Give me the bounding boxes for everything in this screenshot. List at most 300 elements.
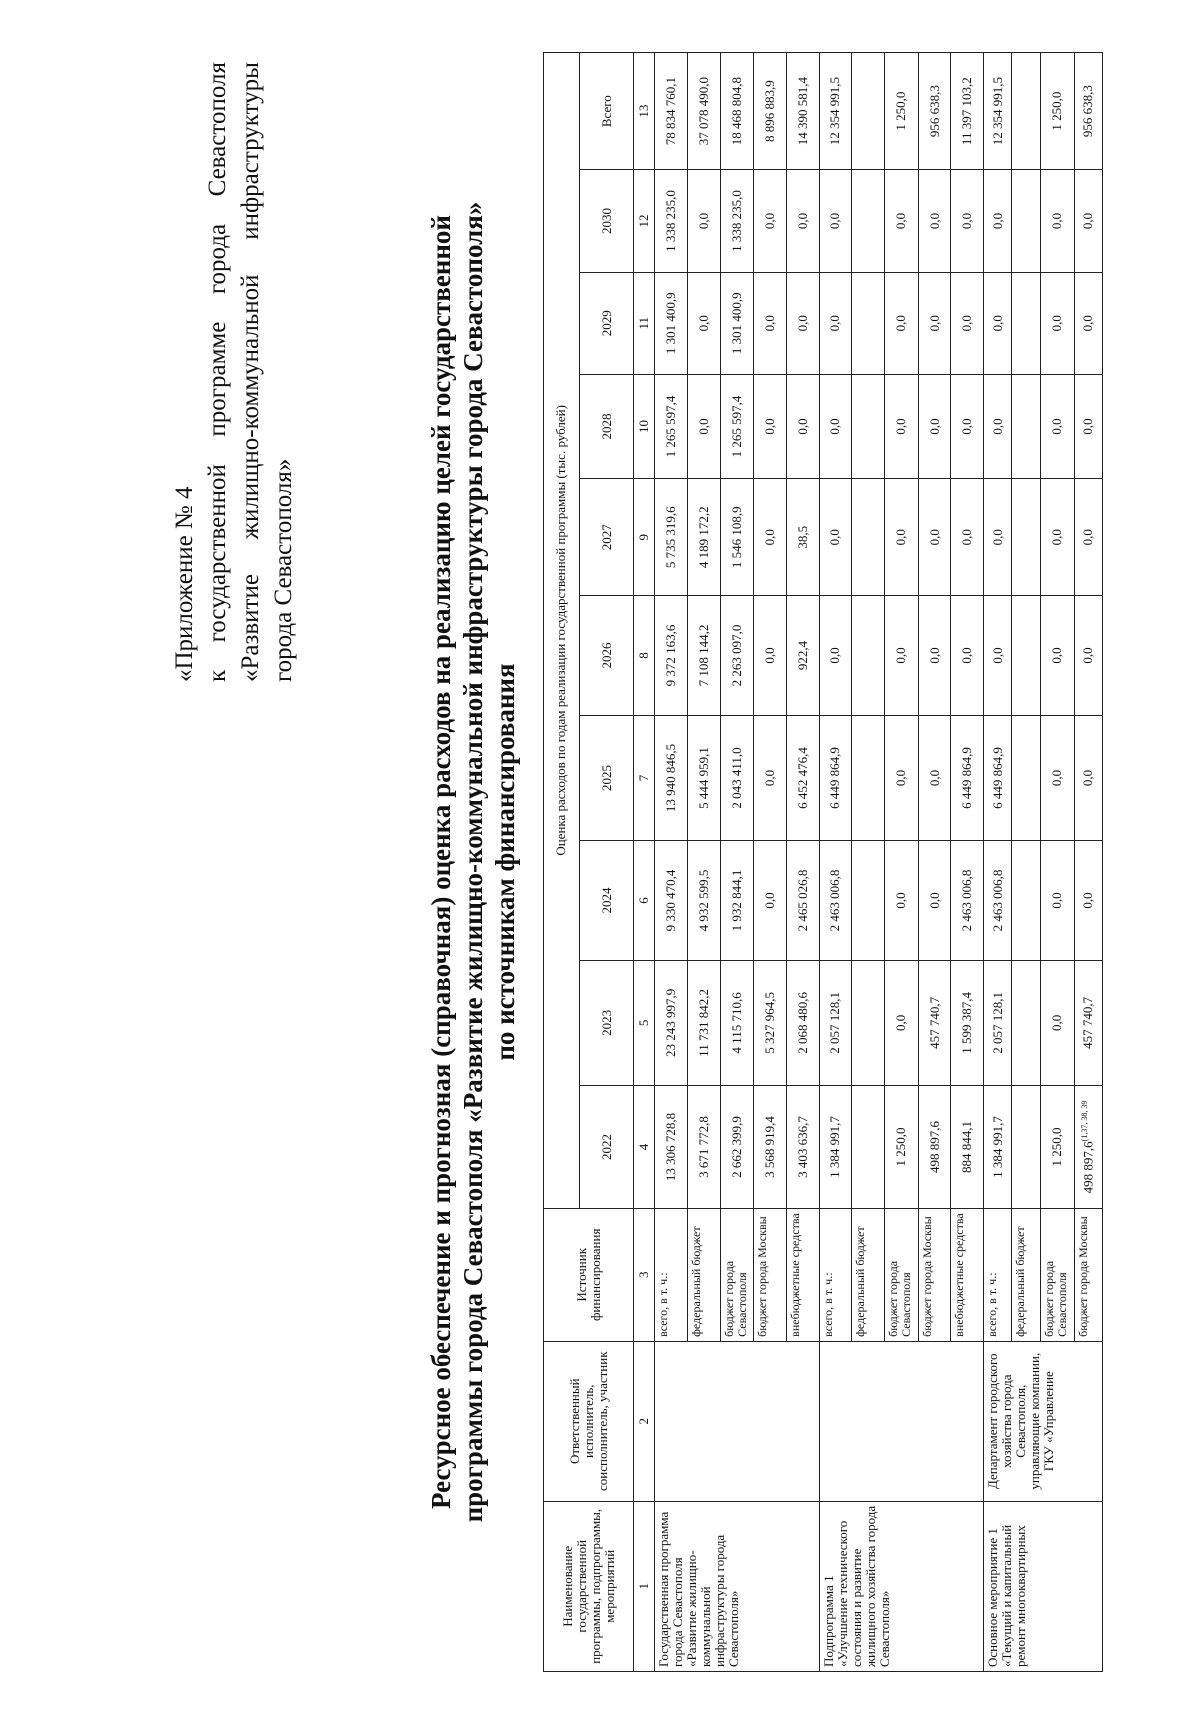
year-value-cell: [918, 374, 951, 478]
year-value-cell: [852, 596, 885, 715]
value-text: 0,0: [926, 315, 942, 332]
appendix-line-3: «Развитие жилищно-коммунальной инфраструктуры: [237, 62, 264, 682]
value-text: 0,0: [989, 315, 1005, 332]
value-text: 0,0: [1080, 647, 1096, 664]
header-name: Наименование государственной программы, подпрограммы, мероприятий: [544, 1501, 634, 1671]
funding-source-cell: внебюджетные средства: [786, 1208, 819, 1341]
value-text: 0,0: [695, 418, 711, 435]
value-text: 0,0: [1049, 647, 1065, 664]
year-value-cell: [819, 170, 852, 272]
year-value-cell: [1012, 170, 1040, 272]
value-text: 1 932 844,1: [728, 869, 744, 932]
value-text: 0,0: [827, 529, 843, 546]
table-body: [544, 53, 1103, 1672]
value-text: 0,0: [794, 418, 810, 435]
funding-source-cell: бюджет города Москвы: [1074, 1208, 1102, 1341]
value-text: 12 354 991,5: [989, 77, 1005, 146]
executor-cell: [655, 1341, 820, 1501]
value-text: 38,5: [794, 525, 810, 549]
year-value-cell: [951, 841, 984, 960]
year-value-cell: [852, 960, 885, 1086]
year-value-cell: [951, 596, 984, 715]
value-text: 1 338 235,0: [728, 190, 744, 252]
header-year: 2025: [579, 715, 633, 841]
year-value-cell: [655, 596, 688, 715]
value-text: 0,0: [893, 529, 909, 546]
title-line-2: программы города Севастополя «Развитие жилищно-коммунальной инфраструктуры города Севастополя»: [458, 201, 488, 1523]
value-text: 1 599 387,4: [959, 992, 975, 1054]
header-year: 2029: [579, 272, 633, 374]
total-value-cell: [885, 53, 919, 170]
funding-source-cell: всего, в т. ч.:: [984, 1208, 1012, 1341]
value-text: 4 932 599,5: [695, 869, 711, 932]
total-value-cell: [1012, 53, 1040, 170]
year-value-cell: [1012, 715, 1040, 841]
value-text: 0,0: [827, 315, 843, 332]
value-text: 0,0: [762, 418, 778, 435]
year-value-cell: [918, 170, 951, 272]
value-text: 0,0: [1049, 315, 1065, 332]
header-row-1: [544, 53, 580, 1672]
value-text: 0,0: [893, 315, 909, 332]
funding-source-cell: всего, в т. ч.:: [819, 1208, 852, 1341]
year-value-cell: [1012, 960, 1040, 1086]
year-value-cell: [1074, 596, 1102, 715]
year-value-cell: [852, 272, 885, 374]
year-value-cell: [918, 960, 951, 1086]
year-value-cell: [687, 715, 720, 841]
value-text: 2 463 006,8: [827, 869, 843, 932]
value-text: 9 330 470,4: [662, 869, 678, 932]
year-value-cell: [918, 1086, 951, 1208]
year-value-cell: [1040, 272, 1074, 374]
value-text: 6 452 476,4: [794, 747, 810, 809]
value-text: 0,0: [1080, 769, 1096, 787]
title-line-1: Ресурсное обеспечение и прогнозная (справочная) оценка расходов на реализацию целей государственной: [426, 215, 456, 1509]
value-text: 1 250,0: [893, 91, 909, 131]
total-value-cell: [720, 53, 754, 170]
header-year: 2026: [579, 596, 633, 715]
year-value-cell: [1012, 479, 1040, 596]
index-cell: 9: [634, 479, 655, 596]
index-cell: 4: [634, 1086, 655, 1208]
year-value-cell: [819, 960, 852, 1086]
value-text: 0,0: [762, 315, 778, 332]
year-value-cell: [687, 841, 720, 960]
value-text: 5 327 964,5: [762, 992, 778, 1054]
total-value-cell: [786, 53, 819, 170]
year-value-cell: [786, 715, 819, 841]
year-value-cell: [1012, 841, 1040, 960]
value-text: 0,0: [1080, 315, 1096, 332]
header-source: Источник финансирования: [544, 1208, 634, 1341]
year-value-cell: [885, 960, 919, 1086]
year-value-cell: [819, 596, 852, 715]
appendix-line-1: «Приложение № 4: [171, 486, 198, 682]
footnote-mark: (1,37, 38, 39: [1080, 1100, 1090, 1142]
value-text: 6 449 864,9: [959, 747, 975, 809]
value-text: 0,0: [762, 769, 778, 787]
value-text: 2 057 128,1: [827, 992, 843, 1054]
year-value-cell: [754, 1086, 787, 1208]
value-text: 1 384 991,7: [827, 1116, 843, 1178]
value-text: 1 301 400,9: [728, 292, 744, 355]
total-value-cell: [951, 53, 984, 170]
value-text: 0,0: [926, 418, 942, 435]
value-text: 0,0: [893, 892, 909, 909]
index-cell: 6: [634, 841, 655, 960]
year-value-cell: [655, 960, 688, 1086]
value-text: 0,0: [1049, 529, 1065, 546]
index-cell: 10: [634, 374, 655, 478]
value-text: 0,0: [794, 315, 810, 332]
value-text: 0,0: [893, 418, 909, 435]
year-value-cell: [786, 596, 819, 715]
year-value-cell: [720, 272, 754, 374]
value-text: 1 250,0: [1049, 1127, 1065, 1167]
year-value-cell: [1074, 374, 1102, 478]
year-value-cell: [1074, 479, 1102, 596]
table-row: [655, 53, 688, 1672]
year-value-cell: [754, 374, 787, 478]
value-text: 0,0: [1049, 892, 1065, 909]
year-value-cell: [655, 170, 688, 272]
year-value-cell: [1040, 841, 1074, 960]
year-value-cell: [885, 715, 919, 841]
value-text: 6 449 864,9: [827, 747, 843, 809]
year-value-cell: [885, 170, 919, 272]
appendix-line-2: к государственной программе города Севастополя: [204, 62, 231, 682]
value-text: 0,0: [926, 892, 942, 909]
table-row: [819, 53, 852, 1672]
value-text: 0,0: [1049, 212, 1065, 230]
value-text: 0,0: [762, 529, 778, 546]
financing-table: [543, 52, 1103, 1672]
value-text: 7 108 144,2: [695, 624, 711, 687]
document-title: [425, 62, 521, 1662]
year-value-cell: [918, 596, 951, 715]
funding-source-cell: бюджет города Москвы: [918, 1208, 951, 1341]
value-text: 0,0: [695, 315, 711, 332]
year-value-cell: [655, 841, 688, 960]
value-text: 1 265 597,4: [662, 395, 678, 458]
year-value-cell: [918, 479, 951, 596]
table-row: [984, 53, 1012, 1672]
value-text: 956 638,3: [1080, 85, 1096, 138]
funding-source-cell: федеральный бюджет: [852, 1208, 885, 1341]
year-value-cell: [885, 374, 919, 478]
year-value-cell: [687, 1086, 720, 1208]
year-value-cell: [852, 1086, 885, 1208]
year-value-cell: [754, 272, 787, 374]
index-cell: 5: [634, 960, 655, 1086]
title-line-3: по источникам финансирования: [490, 663, 520, 1061]
value-text: 1 250,0: [1049, 91, 1065, 131]
year-value-cell: [754, 479, 787, 596]
year-value-cell: [852, 374, 885, 478]
value-text: 0,0: [762, 647, 778, 664]
year-value-cell: [819, 272, 852, 374]
value-text: 0,0: [989, 647, 1005, 664]
value-text: 3 403 636,7: [794, 1116, 810, 1178]
year-value-cell: [655, 715, 688, 841]
year-value-cell: [720, 479, 754, 596]
year-value-cell: [819, 374, 852, 478]
value-text: 922,4: [794, 640, 810, 671]
value-text: 78 834 760,1: [662, 77, 678, 146]
year-value-cell: [918, 715, 951, 841]
value-text: 0,0: [893, 212, 909, 230]
year-value-cell: [720, 170, 754, 272]
value-text: 498 897,6: [1080, 1141, 1096, 1194]
year-value-cell: [754, 596, 787, 715]
year-value-cell: [754, 841, 787, 960]
year-value-cell: [754, 960, 787, 1086]
value-text: 0,0: [827, 418, 843, 435]
total-value-cell: [819, 53, 852, 170]
value-text: 2 463 006,8: [989, 869, 1005, 932]
year-value-cell: [720, 1086, 754, 1208]
value-text: 18 468 804,8: [728, 77, 744, 146]
funding-source-cell: бюджет города Москвы: [754, 1208, 787, 1341]
year-value-cell: [1040, 479, 1074, 596]
value-text: 12 354 991,5: [827, 77, 843, 146]
year-value-cell: [1074, 960, 1102, 1086]
index-cell: 2: [634, 1341, 655, 1501]
index-row: [634, 53, 655, 1672]
value-text: 13 940 846,5: [662, 743, 678, 813]
header-total: Всего: [579, 53, 633, 170]
value-text: 23 243 997,9: [662, 988, 678, 1058]
index-cell: 1: [634, 1501, 655, 1671]
funding-source-cell: всего, в т. ч.:: [655, 1208, 688, 1341]
year-value-cell: [786, 272, 819, 374]
year-value-cell: [786, 479, 819, 596]
total-value-cell: [984, 53, 1012, 170]
program-name-cell: Основное мероприятие 1 «Текущий и капитальный ремонт многоквартирных: [984, 1501, 1103, 1671]
value-text: 0,0: [959, 529, 975, 546]
total-value-cell: [754, 53, 787, 170]
value-text: 9 372 163,6: [662, 624, 678, 687]
year-value-cell: [984, 170, 1012, 272]
year-value-cell: [720, 596, 754, 715]
program-name-cell: Подпрограмма 1 «Улучшение технического состояния и развитие жилищного хозяйства города Севастополя»: [819, 1501, 984, 1671]
header-year: 2027: [579, 479, 633, 596]
value-text: 5 735 319,6: [662, 506, 678, 569]
total-value-cell: [1040, 53, 1074, 170]
value-text: 0,0: [695, 212, 711, 230]
value-text: 8 896 883,9: [762, 80, 778, 143]
value-text: 2 263 097,0: [728, 624, 744, 687]
value-text: 2 465 026,8: [794, 869, 810, 932]
value-text: 0,0: [1080, 418, 1096, 435]
value-text: 1 265 597,4: [728, 395, 744, 458]
funding-source-cell: внебюджетные средства: [951, 1208, 984, 1341]
funding-source-cell: федеральный бюджет: [687, 1208, 720, 1341]
value-text: 0,0: [893, 647, 909, 664]
year-value-cell: [1012, 272, 1040, 374]
year-value-cell: [1040, 170, 1074, 272]
index-cell: 12: [634, 170, 655, 272]
year-value-cell: [720, 841, 754, 960]
total-value-cell: [852, 53, 885, 170]
header-year: 2030: [579, 170, 633, 272]
year-value-cell: [951, 960, 984, 1086]
header-year: 2024: [579, 841, 633, 960]
appendix-line-4: города Севастополя»: [270, 458, 297, 682]
value-text: 0,0: [1049, 1014, 1065, 1032]
year-value-cell: [687, 479, 720, 596]
year-value-cell: [1040, 960, 1074, 1086]
value-text: 457 740,7: [1080, 996, 1096, 1049]
year-value-cell: [885, 272, 919, 374]
executor-cell: [819, 1341, 984, 1501]
year-value-cell: [786, 1086, 819, 1208]
year-value-cell: [1040, 1086, 1074, 1208]
value-text: 457 740,7: [926, 996, 942, 1049]
year-value-cell: [852, 841, 885, 960]
year-value-cell: [1074, 272, 1102, 374]
year-value-cell: [655, 374, 688, 478]
value-text: 0,0: [827, 647, 843, 664]
value-text: 37 078 490,0: [695, 77, 711, 146]
year-value-cell: [951, 170, 984, 272]
year-value-cell: [754, 715, 787, 841]
year-value-cell: [819, 841, 852, 960]
value-text: 0,0: [1080, 529, 1096, 546]
value-text: 0,0: [926, 647, 942, 664]
header-executor: Ответственный исполнитель, соисполнитель, участник: [544, 1341, 634, 1501]
year-value-cell: [819, 715, 852, 841]
value-text: 2 463 006,8: [959, 869, 975, 932]
index-cell: 8: [634, 596, 655, 715]
year-value-cell: [951, 479, 984, 596]
year-value-cell: [687, 170, 720, 272]
value-text: 498 897,6: [926, 1120, 942, 1173]
value-text: 2 043 411,0: [728, 747, 744, 809]
value-text: 0,0: [926, 529, 942, 546]
year-value-cell: [984, 374, 1012, 478]
year-value-cell: [852, 715, 885, 841]
total-value-cell: [1074, 53, 1102, 170]
year-value-cell: [918, 841, 951, 960]
program-name-cell: Государственная программа города Севастополя «Развитие жилищно-коммунальной инфраструктуры города Севастополя»: [655, 1501, 820, 1671]
value-text: 2 068 480,6: [794, 992, 810, 1054]
value-text: 0,0: [989, 529, 1005, 546]
executor-cell: Департамент городского хозяйства города Севастополя, управляющие компании, ГКУ «Управление: [984, 1341, 1103, 1501]
year-value-cell: [786, 170, 819, 272]
value-text: 0,0: [926, 212, 942, 230]
year-value-cell: [852, 479, 885, 596]
year-value-cell: [885, 841, 919, 960]
header-year: 2023: [579, 960, 633, 1086]
year-value-cell: [720, 374, 754, 478]
year-value-cell: [687, 272, 720, 374]
value-text: 1 338 235,0: [662, 190, 678, 252]
value-text: 0,0: [926, 769, 942, 787]
value-text: 14 390 581,4: [794, 77, 810, 146]
year-value-cell: [655, 1086, 688, 1208]
value-text: 13 306 728,8: [662, 1112, 678, 1182]
value-text: 0,0: [959, 418, 975, 435]
year-value-cell: [786, 960, 819, 1086]
year-value-cell: [918, 272, 951, 374]
total-value-cell: [918, 53, 951, 170]
value-text: 4 115 710,6: [728, 992, 744, 1054]
value-text: 2 057 128,1: [989, 992, 1005, 1054]
year-value-cell: [687, 960, 720, 1086]
index-cell: 7: [634, 715, 655, 841]
value-text: 0,0: [893, 1014, 909, 1032]
header-year: 2028: [579, 374, 633, 478]
year-value-cell: [984, 715, 1012, 841]
year-value-cell: [885, 596, 919, 715]
value-text: 1 250,0: [893, 1127, 909, 1167]
value-text: 0,0: [989, 212, 1005, 230]
value-text: 0,0: [893, 769, 909, 787]
year-value-cell: [852, 170, 885, 272]
year-value-cell: [1074, 715, 1102, 841]
header-year: 2022: [579, 1086, 633, 1208]
year-value-cell: [885, 479, 919, 596]
funding-source-cell: бюджет города Севастополя: [885, 1208, 919, 1341]
year-value-cell: [951, 272, 984, 374]
value-text: 0,0: [989, 418, 1005, 435]
year-value-cell: [786, 374, 819, 478]
value-text: 0,0: [827, 212, 843, 230]
year-value-cell: [984, 960, 1012, 1086]
value-text: 5 444 959,1: [695, 747, 711, 809]
year-value-cell: [655, 479, 688, 596]
value-text: 0,0: [959, 647, 975, 664]
year-value-cell: [1040, 715, 1074, 841]
value-text: 3 671 772,8: [695, 1116, 711, 1178]
value-text: 0,0: [794, 212, 810, 230]
year-value-cell: [720, 960, 754, 1086]
value-text: 0,0: [1049, 769, 1065, 787]
year-value-cell: [1074, 841, 1102, 960]
total-value-cell: [687, 53, 720, 170]
value-text: 11 397 103,2: [959, 77, 975, 146]
year-value-cell: [655, 272, 688, 374]
year-value-cell: [1074, 170, 1102, 272]
year-value-cell: [1074, 1086, 1102, 1208]
year-value-cell: [984, 479, 1012, 596]
value-text: 0,0: [1049, 418, 1065, 435]
year-value-cell: [984, 272, 1012, 374]
year-value-cell: [1012, 1086, 1040, 1208]
year-value-cell: [1012, 596, 1040, 715]
year-value-cell: [687, 374, 720, 478]
value-text: 956 638,3: [926, 85, 942, 138]
year-value-cell: [754, 170, 787, 272]
value-text: 0,0: [1080, 892, 1096, 909]
year-value-cell: [786, 841, 819, 960]
funding-source-cell: бюджет города Севастополя: [720, 1208, 754, 1341]
value-text: 4 189 172,2: [695, 506, 711, 569]
appendix-note: [168, 62, 300, 682]
index-cell: 11: [634, 272, 655, 374]
year-value-cell: [951, 715, 984, 841]
value-text: 1 546 108,9: [728, 506, 744, 569]
value-text: 1 384 991,7: [989, 1116, 1005, 1178]
year-value-cell: [819, 479, 852, 596]
value-text: 2 662 399,9: [728, 1116, 744, 1178]
funding-source-cell: федеральный бюджет: [1012, 1208, 1040, 1341]
year-value-cell: [951, 1086, 984, 1208]
value-text: 6 449 864,9: [989, 747, 1005, 809]
year-value-cell: [984, 841, 1012, 960]
